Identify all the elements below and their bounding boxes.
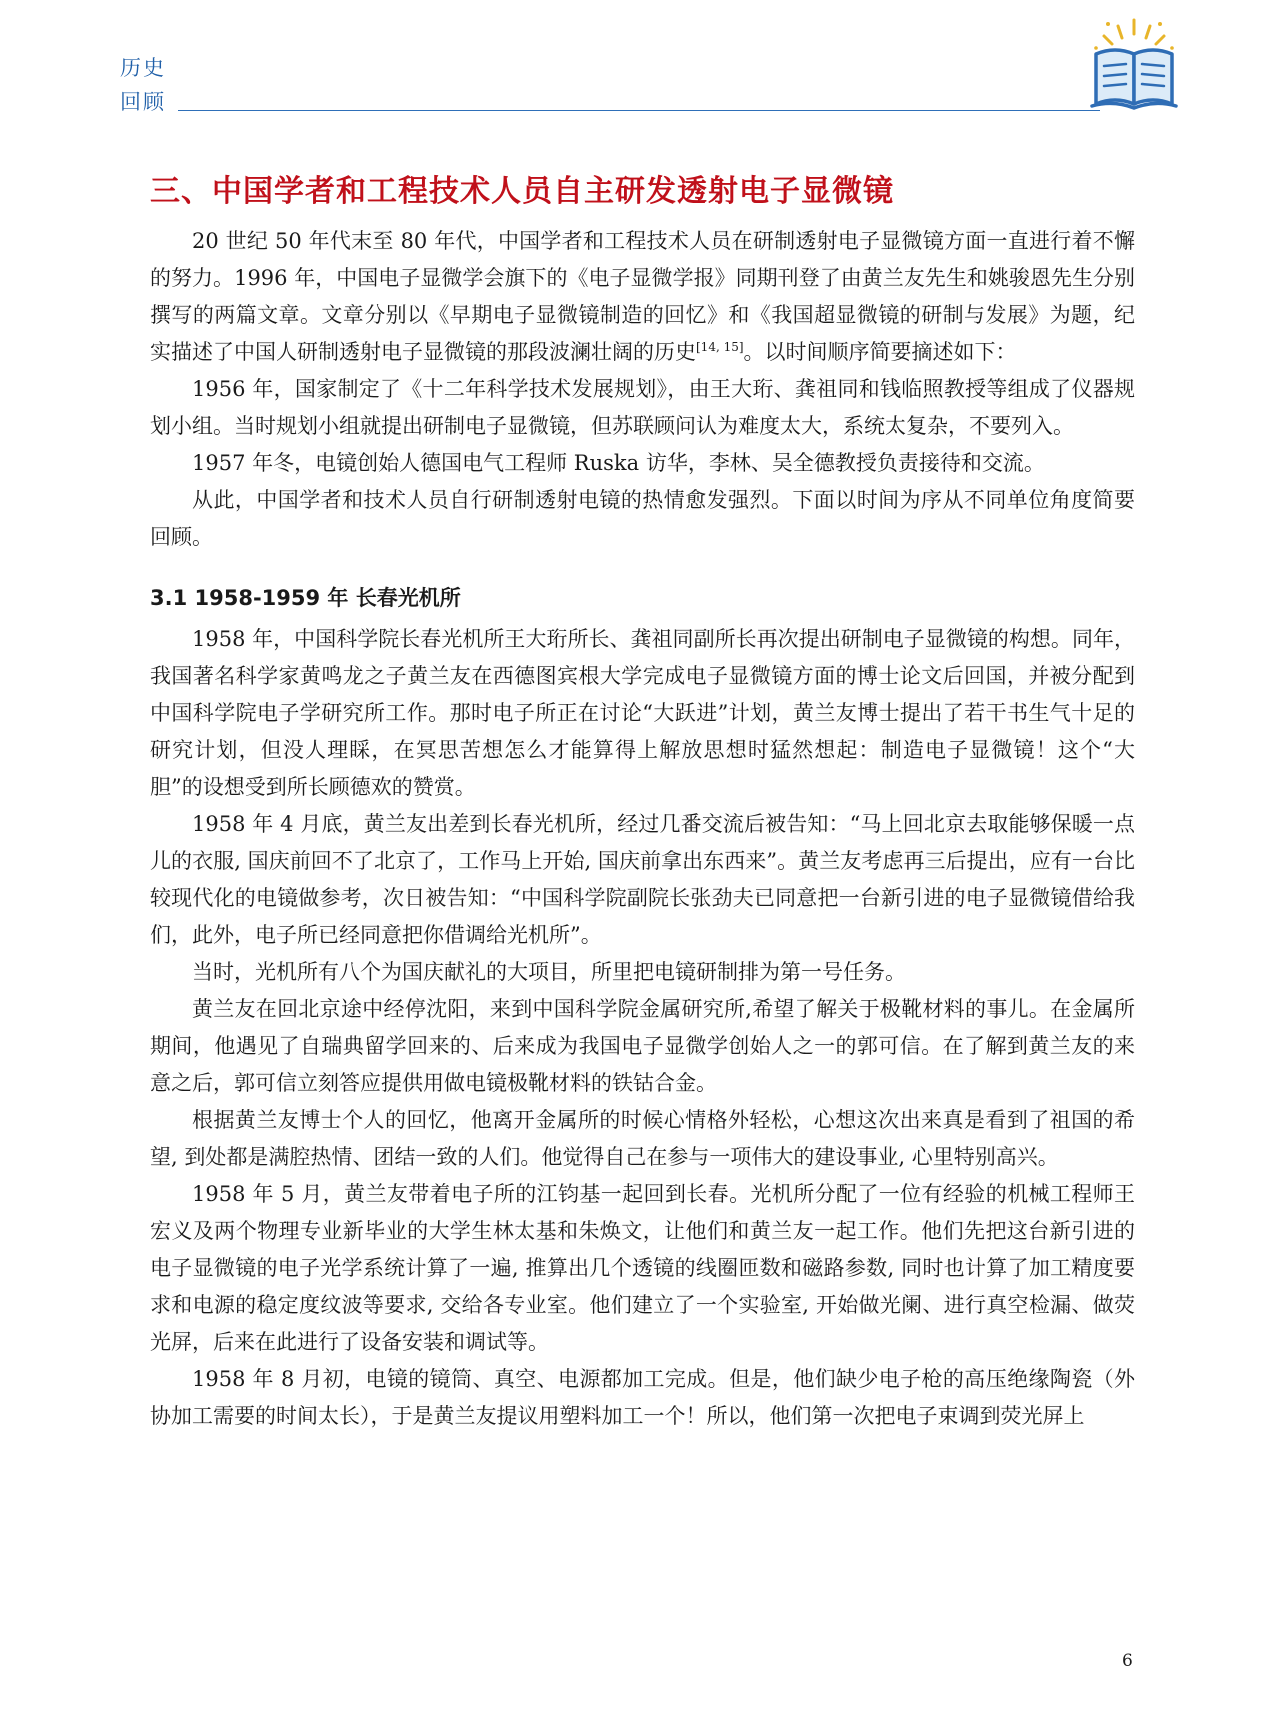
paragraph xyxy=(150,223,1135,371)
paragraph: 1958 年，中国科学院长春光机所王大珩所长、龚祖同副所长再次提出研制电子显微镜的构想。同年，我国著名科学家黄鸣龙之子黄兰友在西德图宾根大学完成电子显微镜方面的博士论文后回国，并被分配到中国科学院电子学研究所工作。那时电子所正在讨论“大跃进”计划，黄兰友博士提出了若干书生气十足的研究计划，但没人理睬，在冥思苦想怎么才能算得上解放思想时猛然想起：制造电子显微镜！这个“大胆”的设想受到所长顾德欢的赞赏。 xyxy=(150,627,1135,799)
article-body xyxy=(150,223,1135,1435)
citation-reference: [14, 15] xyxy=(696,340,744,354)
paragraph: 黄兰友在回北京途中经停沈阳，来到中国科学院金属研究所,希望了解关于极靴材料的事儿。在金属所期间，他遇见了自瑞典留学回来的、后来成为我国电子显微学创始人之一的郭可信。在了解到黄兰友的来意之后，郭可信立刻答应提供用做电镜极靴材料的铁钴合金。 xyxy=(150,997,1135,1095)
subsection-heading: 3.1 1958-1959 年 长春光机所 xyxy=(150,586,461,610)
section-title: 三、中国学者和工程技术人员自主研发透射电子显微镜 xyxy=(150,174,894,209)
page-number: 6 xyxy=(1122,1651,1133,1671)
paragraph: 1958 年 8 月初，电镜的镜筒、真空、电源都加工完成。但是，他们缺少电子枪的高压绝缘陶瓷（外协加工需要的时间太长），于是黄兰友提议用塑料加工一个！所以，他们第一次把电子束调到荧光屏上 xyxy=(150,1367,1135,1428)
header-rule xyxy=(178,110,1100,111)
paragraph: 从此，中国学者和技术人员自行研制透射电镜的热情愈发强烈。下面以时间为序从不同单位角度简要回顾。 xyxy=(150,488,1135,549)
paragraph-text: 。以时间顺序简要摘述如下： xyxy=(743,340,1017,364)
paragraph: 1958 年 5 月，黄兰友带着电子所的江钧基一起回到长春。光机所分配了一位有经验的机械工程师王宏义及两个物理专业新毕业的大学生林太基和朱焕文，让他们和黄兰友一起工作。他们先把这台新引进的电子显微镜的电子光学系统计算了一遍, 推算出几个透镜的线圈匝数和磁路参数, 同时也计算了加工精度要求和电源的稳定度纹波等要求, 交给各专业室。他们建立了一个实验室, 开始做光阑、进行真空检漏、做荧光屏，后来在此进行了设备安装和调试等。 xyxy=(150,1182,1135,1354)
paragraph: 当时，光机所有八个为国庆献礼的大项目，所里把电镜研制排为第一号任务。 xyxy=(192,960,906,984)
paragraph-text: 20 世纪 50 年代末至 80 年代，中国学者和工程技术人员在研制透射电子显微镜方面一直进行着不懈的努力。1996 年，中国电子显微学会旗下的《电子显微学报》同期刊登了由黄兰友先生和姚骏恩先生分别撰写的两篇文章。文章分别以《早期电子显微镜制造的回忆》和《我国超显微镜的研制与发展》为题，纪实描述了中国人研制透射电子显微镜的那段波澜壮阔的历史 xyxy=(150,229,1135,364)
paragraph: 根据黄兰友博士个人的回忆，他离开金属所的时候心情格外轻松，心想这次出来真是看到了祖国的希望, 到处都是满腔热情、团结一致的人们。他觉得自己在参与一项伟大的建设事业, 心里特别高兴。 xyxy=(150,1108,1135,1169)
open-book-icon xyxy=(1086,14,1182,114)
header-label-line2: 回顾 xyxy=(120,90,166,114)
paragraph: 1957 年冬，电镜创始人德国电气工程师 Ruska 访华，李林、吴全德教授负责接待和交流。 xyxy=(192,451,1045,475)
paragraph: 1958 年 4 月底，黄兰友出差到长春光机所，经过几番交流后被告知：“马上回北京去取能够保暖一点儿的衣服, 国庆前回不了北京了，工作马上开始, 国庆前拿出东西来”。黄兰友考虑再三后提出，应有一台比较现代化的电镜做参考，次日被告知：“中国科学院副院长张劲夫已同意把一台新引进的电子显微镜借给我们，此外，电子所已经同意把你借调给光机所”。 xyxy=(150,812,1135,947)
header-label-line1: 历史 xyxy=(120,56,166,80)
paragraph: 1956 年，国家制定了《十二年科学技术发展规划》，由王大珩、龚祖同和钱临照教授等组成了仪器规划小组。当时规划小组就提出研制电子显微镜，但苏联顾问认为难度太大，系统太复杂，不要列入。 xyxy=(150,377,1135,438)
